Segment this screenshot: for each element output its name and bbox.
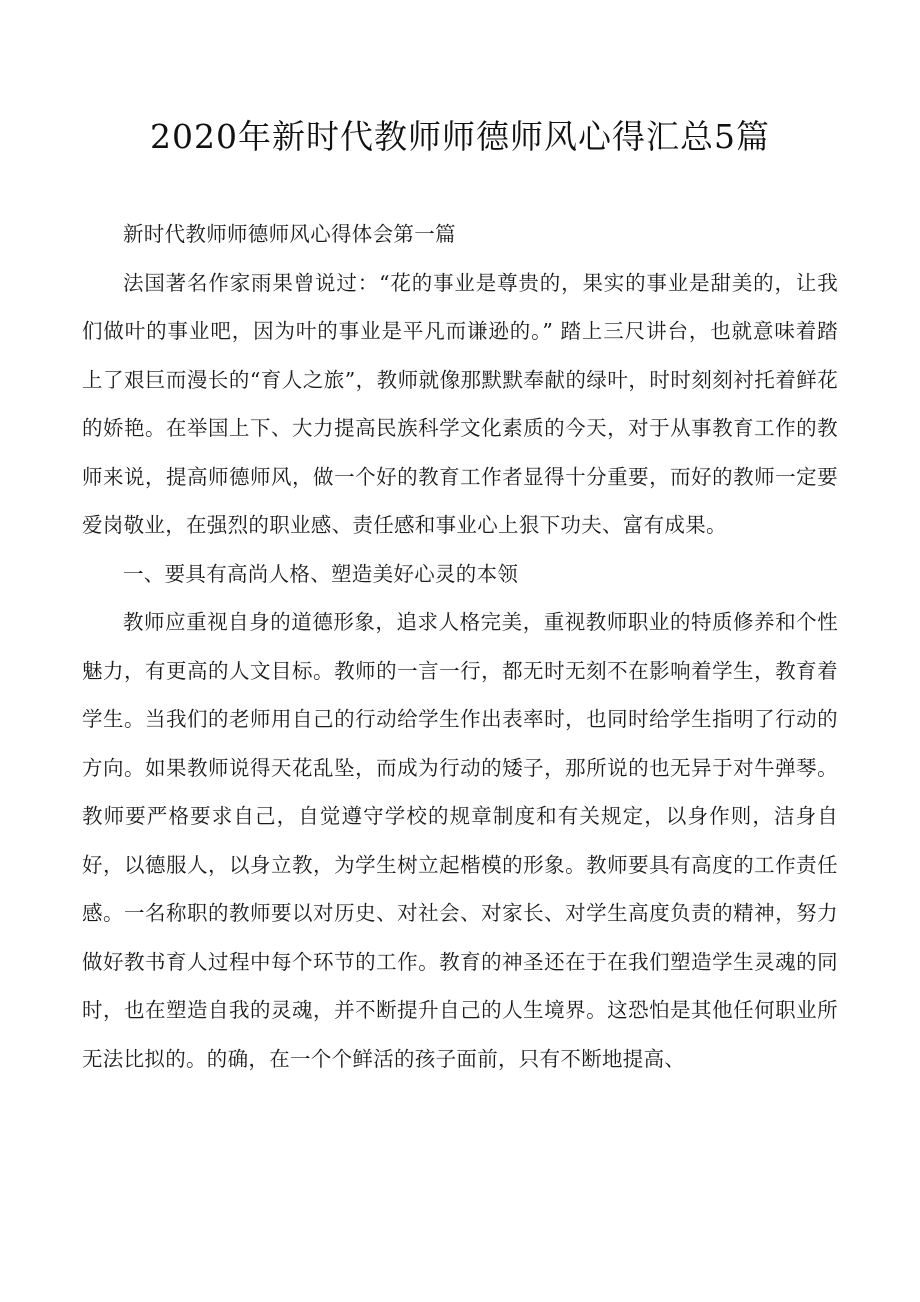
document-title: 2020年新时代教师师德师风心得汇总5篇	[150, 117, 770, 156]
section-heading-point-one: 一、要具有高尚人格、塑造美好心灵的本领	[123, 561, 519, 586]
paragraph-intro: 法国著名作家雨果曾说过：“花的事业是尊贵的，果实的事业是甜美的，让我们做叶的事业吧，因为叶的事业是平凡而谦逊的。” 踏上三尺讲台，也就意味着踏上了艰巨而漫长的“育人之旅”，教师就像那默默奉献的绿叶，时时刻刻衬托着鲜花的娇艳。在举国上下、大力提高民族科学文化素质的今天，对于从事教育工作的教师来说，提高师德师风，做一个好的教育工作者显得十分重要，而好的教师一定要爱岗敬业，在强烈的职业感、责任感和事业心上狠下功夫、富有成果。	[82, 270, 838, 537]
document-body	[82, 210, 838, 1083]
section-heading-first-article: 新时代教师师德师风心得体会第一篇	[123, 222, 456, 246]
paragraph-body: 教师应重视自身的道德形象，追求人格完美，重视教师职业的特质修养和个性魅力，有更高的人文目标。教师的一言一行，都无时无刻不在影响着学生，教育着学生。当我们的老师用自己的行动给学生作出表率时，也同时给学生指明了行动的方向。如果教师说得天花乱坠，而成为行动的矮子，那所说的也无异于对牛弹琴。教师要严格要求自己，自觉遵守学校的规章制度和有关规定，以身作则，洁身自好，以德服人，以身立教，为学生树立起楷模的形象。教师要具有高度的工作责任感。一名称职的教师要以对历史、对社会、对家长、对学生高度负责的精神，努力做好教书育人过程中每个环节的工作。教育的神圣还在于在我们塑造学生灵魂的同时，也在塑造自我的灵魂，并不断提升自己的人生境界。这恐怕是其他任何职业所无法比拟的。的确，在一个个鲜活的孩子面前，只有不断地提高、	[82, 610, 838, 1071]
